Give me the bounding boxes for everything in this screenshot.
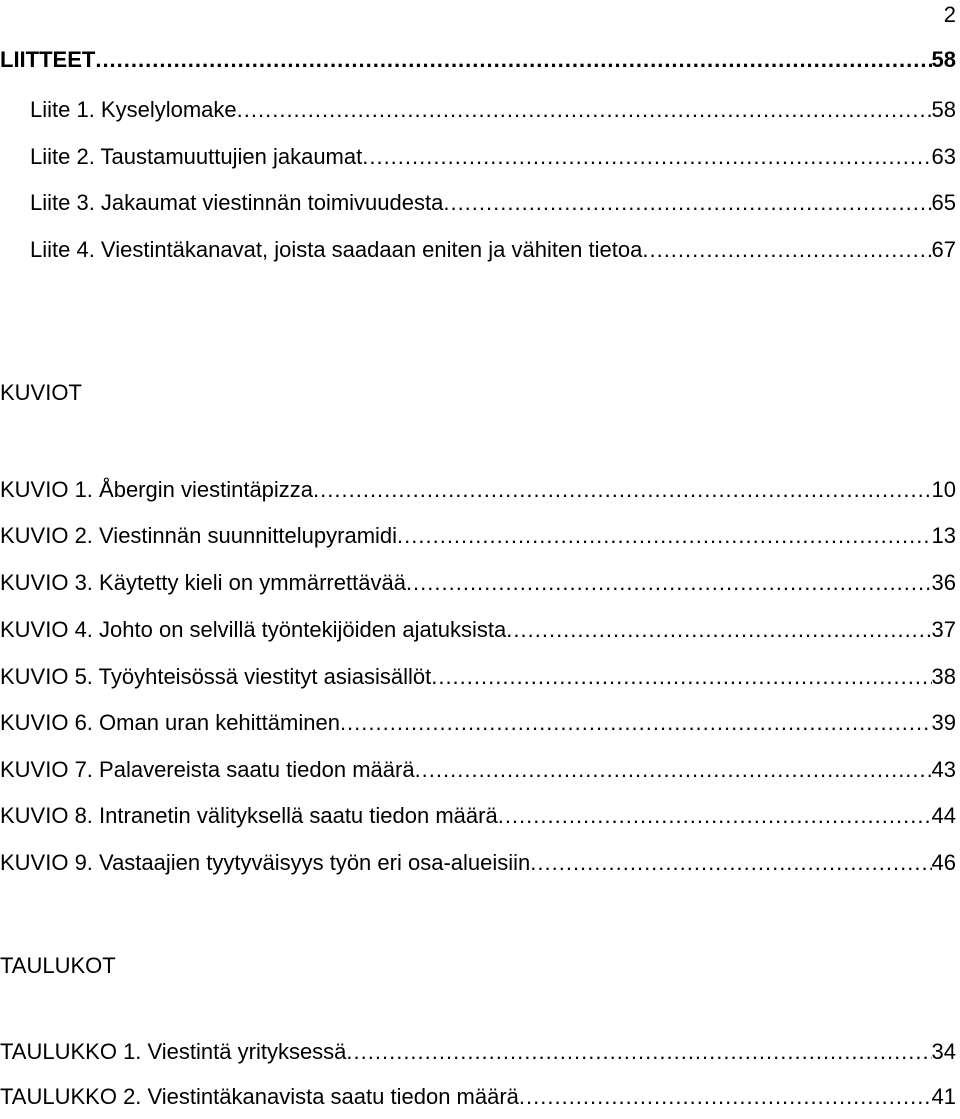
toc-entry-appendices — [0, 44, 956, 76]
dot-leader — [498, 800, 932, 832]
toc-entry-page: 58 — [931, 97, 956, 122]
toc-entry-page: 44 — [931, 803, 956, 828]
dot-leader — [362, 141, 931, 173]
dot-leader — [431, 661, 931, 693]
dot-leader — [443, 187, 931, 219]
dot-leader — [519, 1081, 932, 1113]
toc-entry-figure-9 — [0, 847, 956, 879]
toc-entry-page: 41 — [931, 1084, 956, 1109]
toc-entry-label: KUVIO 9. Vastaajien tyytyväisyys työn eri osa-alueisiin — [0, 850, 531, 875]
toc-entry-page: 58 — [931, 47, 956, 72]
toc-entry-appendix-2 — [30, 141, 956, 173]
toc-entry-label: KUVIO 7. Palavereista saatu tiedon määrä — [0, 757, 415, 782]
dot-leader — [530, 847, 931, 879]
section-heading-tables: TAULUKOT — [0, 953, 116, 978]
dot-leader — [415, 754, 932, 786]
dot-leader — [95, 44, 931, 76]
toc-entry-label: Liite 4. Viestintäkanavat, joista saadaan eniten ja vähiten tietoa — [30, 237, 643, 262]
toc-entry-page: 37 — [931, 617, 956, 642]
toc-entry-label: Liite 1. Kyselylomake — [30, 97, 237, 122]
dot-leader — [346, 1036, 931, 1068]
toc-entry-label: TAULUKKO 2. Viestintäkanavista saatu tiedon määrä — [0, 1084, 519, 1109]
section-heading-figures: KUVIOT — [0, 380, 82, 405]
toc-entry-appendix-3 — [30, 187, 956, 219]
toc-entry-page: 13 — [931, 523, 956, 548]
toc-entry-label: KUVIO 5. Työyhteisössä viestityt asiasisällöt — [0, 664, 432, 689]
toc-entry-appendix-4 — [30, 234, 956, 266]
toc-entry-figure-3 — [0, 567, 956, 599]
toc-entry-label: KUVIO 3. Käytetty kieli on ymmärrettävää — [0, 570, 406, 595]
toc-entry-page: 38 — [931, 664, 956, 689]
toc-entry-figure-7 — [0, 754, 956, 786]
toc-entry-figure-8 — [0, 800, 956, 832]
toc-entry-page: 34 — [931, 1039, 956, 1064]
toc-entry-page: 43 — [931, 757, 956, 782]
toc-entry-page: 36 — [931, 570, 956, 595]
toc-entry-figure-4 — [0, 614, 956, 646]
toc-entry-label: TAULUKKO 1. Viestintä yrityksessä — [0, 1039, 347, 1064]
toc-entry-label: KUVIO 6. Oman uran kehittäminen — [0, 710, 340, 735]
dot-leader — [340, 707, 932, 739]
toc-entry-figure-2 — [0, 520, 956, 552]
toc-entry-page: 65 — [931, 190, 956, 215]
toc-entry-page: 46 — [931, 850, 956, 875]
dot-leader — [406, 567, 932, 599]
page-number: 2 — [943, 2, 956, 27]
toc-entry-figure-5 — [0, 661, 956, 693]
dot-leader — [397, 520, 931, 552]
toc-entry-label: Liite 3. Jakaumat viestinnän toimivuudesta — [30, 190, 444, 215]
toc-entry-page: 63 — [931, 144, 956, 169]
toc-entry-figure-1 — [0, 474, 956, 506]
toc-entry-label: KUVIO 2. Viestinnän suunnittelupyramidi — [0, 523, 398, 548]
toc-entry-page: 39 — [931, 710, 956, 735]
toc-entry-label: KUVIO 4. Johto on selvillä työntekijöiden ajatuksista — [0, 617, 507, 642]
dot-leader — [313, 474, 931, 506]
toc-entry-appendix-1 — [30, 94, 956, 126]
toc-entry-label: Liite 2. Taustamuuttujien jakaumat — [30, 144, 363, 169]
dot-leader — [237, 94, 932, 126]
dot-leader — [506, 614, 931, 646]
toc-entry-label: KUVIO 8. Intranetin välityksellä saatu tiedon määrä — [0, 803, 498, 828]
toc-entry-figure-6 — [0, 707, 956, 739]
toc-entry-table-1 — [0, 1036, 956, 1068]
toc-entry-page: 67 — [931, 237, 956, 262]
dot-leader — [642, 234, 931, 266]
toc-entry-label: KUVIO 1. Åbergin viestintäpizza — [0, 477, 314, 502]
toc-entry-table-2 — [0, 1081, 956, 1113]
toc-entry-label: LIITTEET — [0, 47, 96, 72]
toc-entry-page: 10 — [931, 477, 956, 502]
